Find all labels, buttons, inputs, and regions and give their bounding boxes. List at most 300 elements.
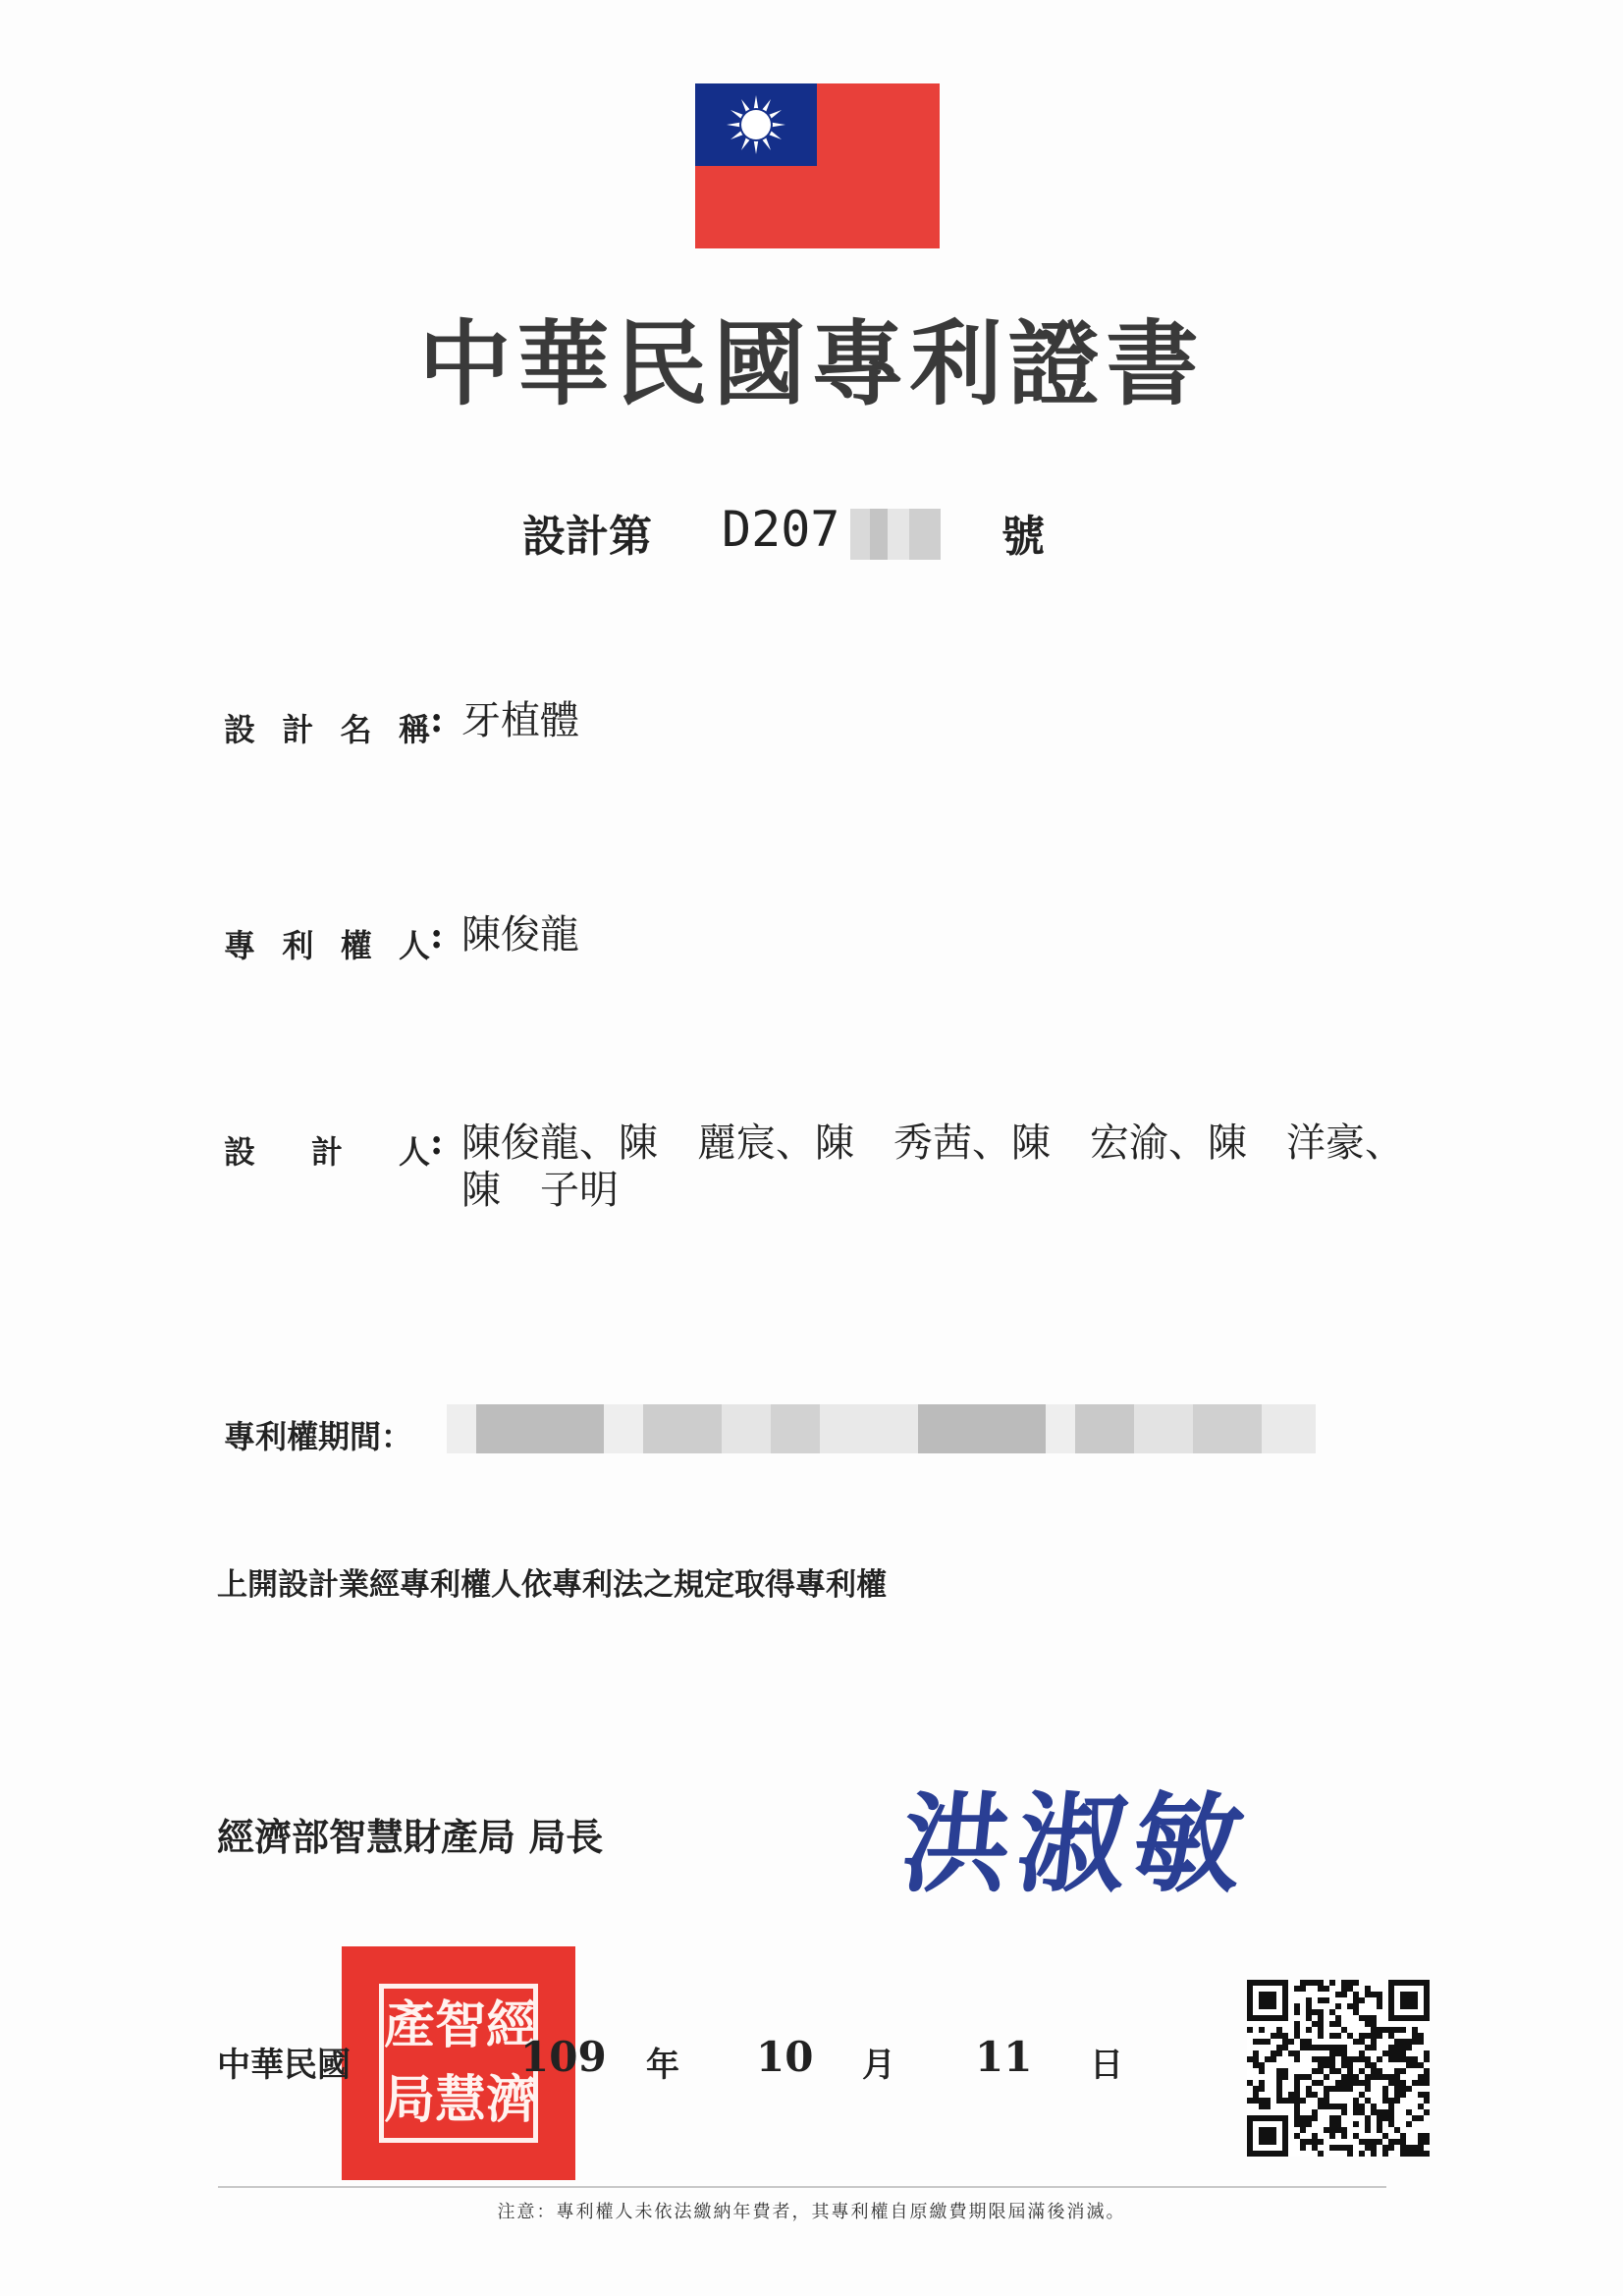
qr-module xyxy=(1400,2039,1406,2045)
qr-module xyxy=(1341,2074,1347,2080)
qr-module xyxy=(1324,1986,1329,1992)
qr-module xyxy=(1412,2062,1418,2068)
qr-module xyxy=(1294,2074,1300,2080)
redacted-term-block xyxy=(447,1404,1316,1453)
qr-module xyxy=(1253,2050,1259,2056)
qr-module xyxy=(1300,2074,1306,2080)
qr-module xyxy=(1347,1986,1353,1992)
qr-module xyxy=(1300,1986,1306,1992)
qr-module xyxy=(1394,2080,1400,2086)
qr-module xyxy=(1382,2086,1388,2092)
qr-module xyxy=(1306,2009,1312,2015)
qr-module xyxy=(1335,2104,1341,2109)
qr-module xyxy=(1365,2062,1371,2068)
date-era-label: 中華民國 xyxy=(217,2046,351,2085)
qr-module xyxy=(1294,2109,1300,2115)
qr-module xyxy=(1365,2056,1371,2062)
qr-module xyxy=(1306,2086,1312,2092)
qr-module xyxy=(1335,2021,1341,2027)
qr-module xyxy=(1335,2068,1341,2074)
qr-module xyxy=(1412,2039,1418,2045)
qr-module xyxy=(1347,2033,1353,2039)
qr-module xyxy=(1282,2039,1288,2045)
qr-module xyxy=(1318,2098,1324,2104)
qr-module xyxy=(1359,2056,1365,2062)
date-day: 11 xyxy=(975,2033,1033,2081)
qr-module xyxy=(1394,2127,1400,2133)
qr-module xyxy=(1400,2045,1406,2050)
qr-module xyxy=(1359,2092,1365,2098)
label-char: 設 xyxy=(224,1133,256,1171)
qr-module xyxy=(1329,2127,1335,2133)
qr-module xyxy=(1353,2074,1359,2080)
qr-module xyxy=(1341,2027,1347,2033)
qr-module xyxy=(1371,2074,1377,2080)
qr-module xyxy=(1282,2068,1288,2074)
qr-module xyxy=(1294,2098,1300,2104)
qr-module xyxy=(1312,2021,1318,2027)
qr-module xyxy=(1347,2056,1353,2062)
qr-module xyxy=(1294,2104,1300,2109)
qr-module xyxy=(1318,2068,1324,2074)
qr-module xyxy=(1341,2086,1347,2092)
label-char: 計 xyxy=(310,1133,343,1171)
qr-module xyxy=(1306,2092,1312,2098)
qr-module xyxy=(1365,2127,1371,2133)
qr-module xyxy=(1382,2092,1388,2098)
qr-module xyxy=(1294,2027,1300,2033)
qr-module xyxy=(1329,2062,1335,2068)
qr-module xyxy=(1288,2050,1294,2056)
qr-module xyxy=(1371,2062,1377,2068)
qr-module xyxy=(1306,2015,1312,2021)
qr-module xyxy=(1406,2086,1412,2092)
qr-module xyxy=(1388,2050,1394,2056)
qr-module xyxy=(1353,2080,1359,2086)
qr-module xyxy=(1253,2098,1259,2104)
qr-module xyxy=(1335,2115,1341,2121)
qr-module xyxy=(1424,2050,1430,2056)
qr-module xyxy=(1324,2045,1329,2050)
qr-module xyxy=(1400,2092,1406,2098)
qr-module xyxy=(1341,2145,1347,2151)
qr-module xyxy=(1276,2050,1282,2056)
qr-module xyxy=(1259,1992,1276,2009)
qr-module xyxy=(1394,2050,1400,2056)
qr-module xyxy=(1394,2039,1400,2045)
qr-module xyxy=(1400,2145,1406,2151)
qr-module xyxy=(1377,2033,1382,2039)
qr-module xyxy=(1294,2086,1300,2092)
qr-module xyxy=(1377,2056,1382,2062)
qr-module xyxy=(1294,2033,1300,2039)
qr-module xyxy=(1288,2092,1294,2098)
qr-module xyxy=(1382,2027,1388,2033)
qr-module xyxy=(1418,2104,1424,2109)
qr-module xyxy=(1300,2039,1306,2045)
qr-module xyxy=(1259,2127,1276,2145)
colon: : xyxy=(430,1121,444,1163)
qr-module xyxy=(1312,2045,1318,2050)
qr-module xyxy=(1359,2104,1365,2109)
qr-module xyxy=(1318,2021,1324,2027)
qr-module xyxy=(1418,2039,1424,2045)
seal-char: 局 xyxy=(384,2070,436,2130)
qr-module xyxy=(1371,2021,1377,2027)
qr-module xyxy=(1400,1992,1418,2009)
qr-module xyxy=(1394,2086,1400,2092)
qr-module xyxy=(1418,2080,1424,2086)
qr-module xyxy=(1406,2151,1412,2157)
qr-module xyxy=(1388,2115,1394,2121)
qr-module xyxy=(1306,2074,1312,2080)
qr-module xyxy=(1371,2104,1377,2109)
qr-module xyxy=(1388,2145,1394,2151)
qr-module xyxy=(1382,2098,1388,2104)
qr-module xyxy=(1424,2098,1430,2104)
qr-module xyxy=(1359,2050,1365,2056)
qr-module xyxy=(1312,1980,1318,1986)
qr-module xyxy=(1412,2027,1418,2033)
qr-module xyxy=(1353,1992,1359,1997)
qr-module xyxy=(1377,2109,1382,2115)
qr-module xyxy=(1306,2039,1312,2045)
qr-module xyxy=(1276,2068,1282,2074)
qr-module xyxy=(1353,2098,1359,2104)
qr-module xyxy=(1424,2068,1430,2074)
qr-module xyxy=(1335,1992,1341,1997)
qr-module xyxy=(1424,2056,1430,2062)
qr-module xyxy=(1324,2098,1329,2104)
qr-module xyxy=(1418,2092,1424,2098)
qr-module xyxy=(1329,2145,1335,2151)
qr-module xyxy=(1353,2133,1359,2139)
design-name-value: 牙植體 xyxy=(461,698,579,743)
redacted-number-block xyxy=(850,509,941,560)
qr-module xyxy=(1335,2121,1341,2127)
qr-module xyxy=(1406,2045,1412,2050)
footer-divider xyxy=(218,2186,1386,2188)
qr-module xyxy=(1377,1992,1382,1997)
qr-module xyxy=(1253,2062,1259,2068)
qr-module xyxy=(1329,2050,1335,2056)
qr-module xyxy=(1377,2027,1382,2033)
colon: : xyxy=(430,699,444,740)
qr-module xyxy=(1359,2039,1365,2045)
qr-module xyxy=(1371,2151,1377,2157)
qr-module xyxy=(1341,2056,1347,2062)
label-char: 專 xyxy=(224,927,256,964)
qr-module xyxy=(1412,2115,1418,2121)
qr-module xyxy=(1329,2133,1335,2139)
qr-module xyxy=(1294,2056,1300,2062)
qr-module xyxy=(1365,1986,1371,1992)
qr-module xyxy=(1288,2098,1294,2104)
qr-module xyxy=(1276,2092,1282,2098)
qr-module xyxy=(1418,2033,1424,2039)
qr-module xyxy=(1371,2039,1377,2045)
qr-module xyxy=(1329,1980,1335,1986)
qr-module xyxy=(1347,1980,1353,1986)
qr-module xyxy=(1335,2015,1341,2021)
qr-module xyxy=(1253,2039,1259,2045)
qr-module xyxy=(1312,2115,1318,2121)
designers-value-line2: 陳 子明 xyxy=(461,1168,619,1213)
qr-module xyxy=(1394,2139,1400,2145)
qr-module xyxy=(1347,2062,1353,2068)
qr-module xyxy=(1329,2104,1335,2109)
designers-label xyxy=(224,1127,450,1173)
qr-module xyxy=(1324,2092,1329,2098)
qr-module xyxy=(1377,2127,1382,2133)
qr-module xyxy=(1412,2033,1418,2039)
qr-module xyxy=(1359,2068,1365,2074)
qr-module xyxy=(1353,1997,1359,2003)
qr-module xyxy=(1341,1980,1347,1986)
colon: : xyxy=(430,915,444,957)
qr-module xyxy=(1341,2080,1347,2086)
qr-module xyxy=(1394,2045,1400,2050)
qr-module xyxy=(1359,2080,1365,2086)
qr-module xyxy=(1400,2080,1406,2086)
qr-module xyxy=(1259,2104,1265,2109)
qr-module xyxy=(1371,2027,1377,2033)
qr-module xyxy=(1365,2033,1371,2039)
qr-module xyxy=(1365,2045,1371,2050)
qr-module xyxy=(1259,2027,1265,2033)
qr-module xyxy=(1247,2080,1253,2086)
qr-module xyxy=(1276,2045,1282,2050)
qr-module xyxy=(1388,2098,1394,2104)
qr-module xyxy=(1388,2056,1394,2062)
grant-statement: 上開設計業經專利權人依專利法之規定取得專利權 xyxy=(217,1567,887,1603)
qr-module xyxy=(1388,2027,1394,2033)
qr-module xyxy=(1282,2074,1288,2080)
qr-module xyxy=(1247,2098,1253,2104)
seal-char: 經 xyxy=(486,1995,538,2055)
qr-module xyxy=(1276,2027,1282,2033)
qr-module xyxy=(1282,2045,1288,2050)
qr-module xyxy=(1318,2045,1324,2050)
qr-module xyxy=(1306,2121,1312,2127)
director-signature: 洪淑敏 xyxy=(895,1780,1257,1907)
date-year-unit: 年 xyxy=(646,2046,679,2085)
qr-module xyxy=(1265,2056,1271,2062)
qr-module xyxy=(1247,2027,1253,2033)
qr-module xyxy=(1276,2074,1282,2080)
qr-module xyxy=(1294,2003,1300,2009)
qr-module xyxy=(1276,2033,1282,2039)
qr-module xyxy=(1324,2056,1329,2062)
qr-module xyxy=(1271,2033,1276,2039)
qr-module xyxy=(1312,2145,1318,2151)
qr-module xyxy=(1412,2080,1418,2086)
qr-module xyxy=(1418,2139,1424,2145)
qr-module xyxy=(1300,2145,1306,2151)
qr-module xyxy=(1388,2074,1394,2080)
qr-module xyxy=(1400,2151,1406,2157)
qr-module xyxy=(1377,2003,1382,2009)
qr-module xyxy=(1365,2080,1371,2086)
qr-module xyxy=(1377,2139,1382,2145)
qr-module xyxy=(1300,2139,1306,2145)
qr-module xyxy=(1388,2104,1394,2109)
patent-term-label: 專利權期間： xyxy=(224,1418,413,1455)
seal-char: 濟 xyxy=(486,2070,538,2130)
certificate-number-prefix: 設計第 xyxy=(522,512,652,562)
qr-module xyxy=(1394,2068,1400,2074)
qr-module xyxy=(1371,2033,1377,2039)
qr-module xyxy=(1418,2133,1424,2139)
qr-module xyxy=(1365,2074,1371,2080)
qr-module xyxy=(1294,2080,1300,2086)
qr-module xyxy=(1341,2062,1347,2068)
qr-module xyxy=(1318,2033,1324,2039)
qr-module xyxy=(1324,2074,1329,2080)
qr-module xyxy=(1265,2039,1271,2045)
qr-module xyxy=(1300,1980,1306,1986)
certificate-title: 中華民國專利證書 xyxy=(418,311,1205,418)
design-name-label xyxy=(224,705,450,750)
qr-module xyxy=(1388,2139,1394,2145)
qr-module xyxy=(1306,2027,1312,2033)
qr-module xyxy=(1400,2139,1406,2145)
qr-module xyxy=(1324,2062,1329,2068)
footer-note: 注意：專利權人未依法繳納年費者，其專利權自原繳費期限屆滿後消滅。 xyxy=(497,2202,1126,2222)
qr-module xyxy=(1341,2104,1347,2109)
qr-module xyxy=(1294,2133,1300,2139)
qr-module xyxy=(1406,2039,1412,2045)
qr-module xyxy=(1335,2080,1341,2086)
qr-module xyxy=(1300,2098,1306,2104)
qr-module xyxy=(1318,2139,1324,2145)
qr-module xyxy=(1300,2127,1306,2133)
qr-module xyxy=(1259,2068,1265,2074)
qr-module xyxy=(1253,2056,1259,2062)
qr-module xyxy=(1259,2039,1265,2045)
qr-module xyxy=(1312,2139,1318,2145)
qr-module xyxy=(1388,2109,1394,2115)
qr-module xyxy=(1400,2086,1406,2092)
qr-module xyxy=(1300,2121,1306,2127)
patentee-label xyxy=(224,921,450,966)
qr-module xyxy=(1253,2086,1259,2092)
qr-module xyxy=(1306,1997,1312,2003)
qr-module xyxy=(1259,2062,1265,2068)
qr-module xyxy=(1382,2133,1388,2139)
qr-module xyxy=(1312,2056,1318,2062)
qr-module xyxy=(1324,2127,1329,2133)
qr-module xyxy=(1341,2050,1347,2056)
qr-module xyxy=(1388,2080,1394,2086)
qr-module xyxy=(1400,2133,1406,2139)
qr-module xyxy=(1371,2045,1377,2050)
qr-module xyxy=(1312,2133,1318,2139)
qr-module xyxy=(1424,2139,1430,2145)
qr-module xyxy=(1365,2098,1371,2104)
qr-module xyxy=(1347,2145,1353,2151)
qr-module xyxy=(1294,2021,1300,2027)
qr-module xyxy=(1406,2062,1412,2068)
qr-module xyxy=(1418,2151,1424,2157)
qr-module xyxy=(1347,2003,1353,2009)
qr-module xyxy=(1394,2074,1400,2080)
qr-module xyxy=(1329,2056,1335,2062)
qr-module xyxy=(1294,2121,1300,2127)
qr-module xyxy=(1271,2056,1276,2062)
qr-module xyxy=(1259,2086,1265,2092)
qr-module xyxy=(1265,2098,1271,2104)
qr-module xyxy=(1382,2050,1388,2056)
qr-module xyxy=(1371,2109,1377,2115)
qr-module xyxy=(1282,2033,1288,2039)
qr-module xyxy=(1377,2074,1382,2080)
seal-char: 產 xyxy=(384,1995,436,2055)
qr-module xyxy=(1265,2104,1271,2109)
label-char: 名 xyxy=(340,711,372,748)
qr-module xyxy=(1306,2003,1312,2009)
qr-module xyxy=(1424,2074,1430,2080)
qr-module xyxy=(1412,2151,1418,2157)
qr-module xyxy=(1371,2068,1377,2074)
qr-module xyxy=(1365,1992,1371,1997)
qr-module xyxy=(1406,2145,1412,2151)
qr-module xyxy=(1394,2098,1400,2104)
qr-module xyxy=(1294,2050,1300,2056)
qr-module xyxy=(1318,2015,1324,2021)
qr-module xyxy=(1359,2033,1365,2039)
qr-module xyxy=(1371,2145,1377,2151)
qr-module xyxy=(1324,2104,1329,2109)
qr-module xyxy=(1276,2098,1282,2104)
qr-module xyxy=(1377,2115,1382,2121)
qr-module xyxy=(1276,2086,1282,2092)
issuing-office: 經濟部智慧財產局 局長 xyxy=(217,1816,604,1859)
qr-module xyxy=(1306,2139,1312,2145)
qr-module xyxy=(1359,1997,1365,2003)
qr-module xyxy=(1335,2033,1341,2039)
qr-module xyxy=(1418,2062,1424,2068)
qr-module xyxy=(1329,2021,1335,2027)
qr-module xyxy=(1294,2092,1300,2098)
qr-module xyxy=(1335,2003,1341,2009)
qr-module xyxy=(1347,2080,1353,2086)
qr-module xyxy=(1329,2068,1335,2074)
qr-module xyxy=(1418,2115,1424,2121)
qr-module xyxy=(1318,2062,1324,2068)
qr-module xyxy=(1294,2115,1300,2121)
qr-module xyxy=(1406,2056,1412,2062)
qr-module xyxy=(1359,2151,1365,2157)
qr-module xyxy=(1335,2145,1341,2151)
qr-module xyxy=(1335,2127,1341,2133)
qr-module xyxy=(1394,2092,1400,2098)
qr-module xyxy=(1400,2068,1406,2074)
qr-module xyxy=(1347,2068,1353,2074)
certificate-number: D207 xyxy=(722,501,840,558)
qr-module xyxy=(1406,2121,1412,2127)
qr-module xyxy=(1312,2009,1318,2015)
qr-module xyxy=(1282,2098,1288,2104)
qr-module xyxy=(1365,2015,1371,2021)
qr-module xyxy=(1424,2151,1430,2157)
qr-module xyxy=(1312,2068,1318,2074)
label-char: 人 xyxy=(398,927,430,964)
qr-module xyxy=(1288,2039,1294,2045)
label-char: 權 xyxy=(340,927,372,964)
qr-module xyxy=(1382,2115,1388,2121)
qr-module xyxy=(1377,2068,1382,2074)
